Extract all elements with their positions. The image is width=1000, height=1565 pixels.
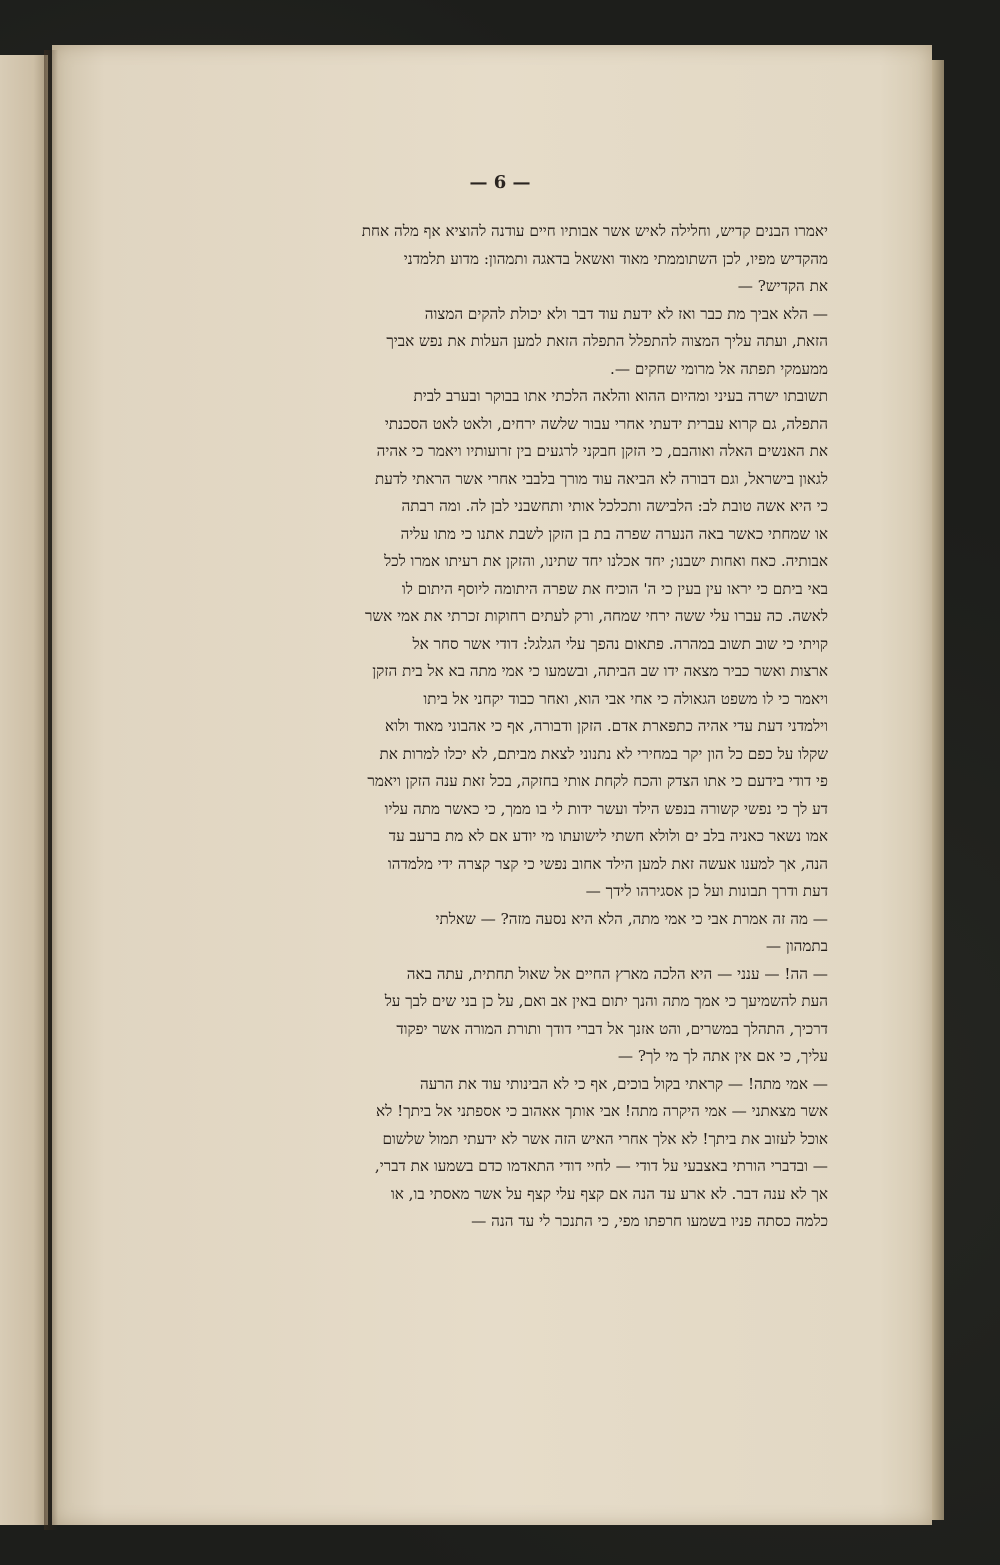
text-line: מהקדיש מפיו, לכן השתוממתי מאוד ואשאל בדאגה ותמהון: מדוע תלמדני: [403, 249, 828, 268]
page-text: [168, 218, 828, 1236]
text-line: הזאת, ועתה עליך המצוה להתפלל התפלה הזאת למען העלות את נפש אביך: [386, 332, 828, 350]
text-line: אוכל לעזוב את ביתך! לא אלך אחרי האיש הזה אשר לא ידעתי תמול שלשום: [382, 1129, 828, 1148]
text-line: את הקדיש? —: [737, 277, 828, 295]
text-line: אמו נשאר כאניה בלב ים ולולא חשתי לישועתו מי יודע אם לא מת ברעב עד: [388, 827, 828, 845]
text-line: — אמי מתה! — קראתי בקול בוכים, אף כי לא הבינותי עוד את הרעה: [419, 1074, 828, 1093]
text-line: דעת ודרך תבונות ועל כן אסגירהו לידך —: [585, 882, 828, 900]
text-line: אך לא ענה דבר. לא ארע עד הנה אם קצף עלי קצף על אשר מאסתי בו, או: [390, 1184, 828, 1203]
page-stack-edge: [932, 60, 944, 1520]
text-line: יאמרו הבנים קדיש, וחלילה לאיש אשר אבותיו חיים עודנה להוציא אף מלה אחת: [361, 222, 828, 240]
text-line: התפלה, גם קרוא עברית ידעתי אחרי עבור שלשה ירחים, ולאט לאט הסכנתי: [384, 414, 828, 433]
text-line: לגאון בישראל, וגם דבורה לא הביאה עוד מורך בלבבי אחרי אשר הראתי לדעת: [375, 469, 828, 488]
text-line: כי היא אשה טובת לב: הלבישה ותכלכל אותי ותחשבני לבן לה. ומה רבתה: [401, 497, 828, 515]
text-line: באי ביתם כי יראו עין בעין כי ה' הוכיח את שפרה היתומה ליוסף היתום לו: [401, 579, 828, 598]
text-line: העת להשמיעך כי אמך מתה והנך יתום באין אב ואם, על כן בני שים לבך על: [384, 992, 828, 1010]
text-line: ויאמר כי לו משפט הגאולה כי אחי אבי הוא, ואחר כבוד יקחני אל ביתו: [423, 689, 828, 708]
text-line: וילמדני דעת עדי אהיה כתפארת אדם. הזקן ודבורה, אף כי אהבוני מאוד ולוא: [385, 717, 828, 735]
text-line: — ובדברי הורתי באצבעי על דודי — לחיי דודי התאדמו כדם בשמעו את דברי,: [374, 1157, 828, 1175]
text-line: ארצות ואשר כביר מצאה ידו שב הביתה, ובשמעו כי אמי מתה בא אל בית הזקן: [372, 662, 828, 680]
text-line: — הלא אביך מת כבר ואז לא ידעת עוד דבר ולא יכולת להקים המצוה: [424, 304, 828, 323]
text-line: — הה! — ענני — היא הלכה מארץ החיים אל שאול תחתית, עתה באה: [406, 964, 828, 983]
text-line: אשר מצאתני — אמי היקרה מתה! אבי אותך אאהוב כי אספתני אל ביתך! לא: [376, 1102, 828, 1120]
left-page-edge: [0, 55, 48, 1525]
text-line: קויתי כי שוב תשוב במהרה. פתאום נהפך עלי הגלגל: דודי אשר סחר אל: [412, 634, 828, 653]
text-line: תשובתו ישרה בעיני ומהיום ההוא והלאה הלכתי אתו בבוקר ובערב לבית: [413, 387, 828, 405]
text-line: שקלו על כפם כל הון יקר במחירי לא נתנוני לצאת מביתם, לא יכלו למרות את: [379, 744, 828, 763]
text-line: כלמה כסתה פניו בשמעו חרפתו מפי, כי התנכר לי עד הנה —: [471, 1212, 828, 1230]
page-number: — 6 —: [469, 172, 531, 193]
text-line: — מה זה אמרת אבי כי אמי מתה, הלא היא נסעה מזה? — שאלתי: [435, 909, 828, 928]
text-line: את האנשים האלה ואוהבם, כי הזקן חבקני לרגעים בין זרועותיו ויאמר כי אהיה: [376, 442, 828, 460]
text-line: דרכיך, התהלך במשרים, והט אזנך אל דברי דודך ותורת המורה אשר יפקוד: [396, 1019, 828, 1038]
text-line: או שמחתי כאשר באה הנערה שפרה בת בן הזקן לשבת אתנו כי מתו עליה: [400, 524, 828, 543]
text-line: עליך, כי אם אין אתה לך מי לך? —: [617, 1047, 828, 1065]
spine-shadow: [44, 50, 58, 1530]
text-line: דע לך כי נפשי קשורה בנפש הילד ועשר ידות לי בו ממך, כי כאשר מתה עליו: [384, 799, 828, 818]
text-line: לאשה. כה עברו עלי ששה ירחי שמחה, ורק לעתים רחוקות זכרתי את אמי אשר: [364, 607, 828, 625]
text-line: אבותיה. כאח ואחות ישבנו; יחד אכלנו יחד שתינו, והזקן את רעיתו אמרו לכל: [384, 552, 828, 570]
text-line: ממעמקי תפתה אל מרומי שחקים —.: [610, 359, 828, 378]
text-line: פי דודי בידעם כי אתו הצדק והכח לקחת אותי בחזקה, בכל זאת ענה הזקן ויאמר: [367, 772, 828, 790]
text-line: בתמהון —: [765, 937, 828, 955]
text-line: הנה, אך למענו אעשה זאת למען הילד אחוב נפשי כי קצר קצרה ידי מלמדהו: [387, 854, 828, 873]
